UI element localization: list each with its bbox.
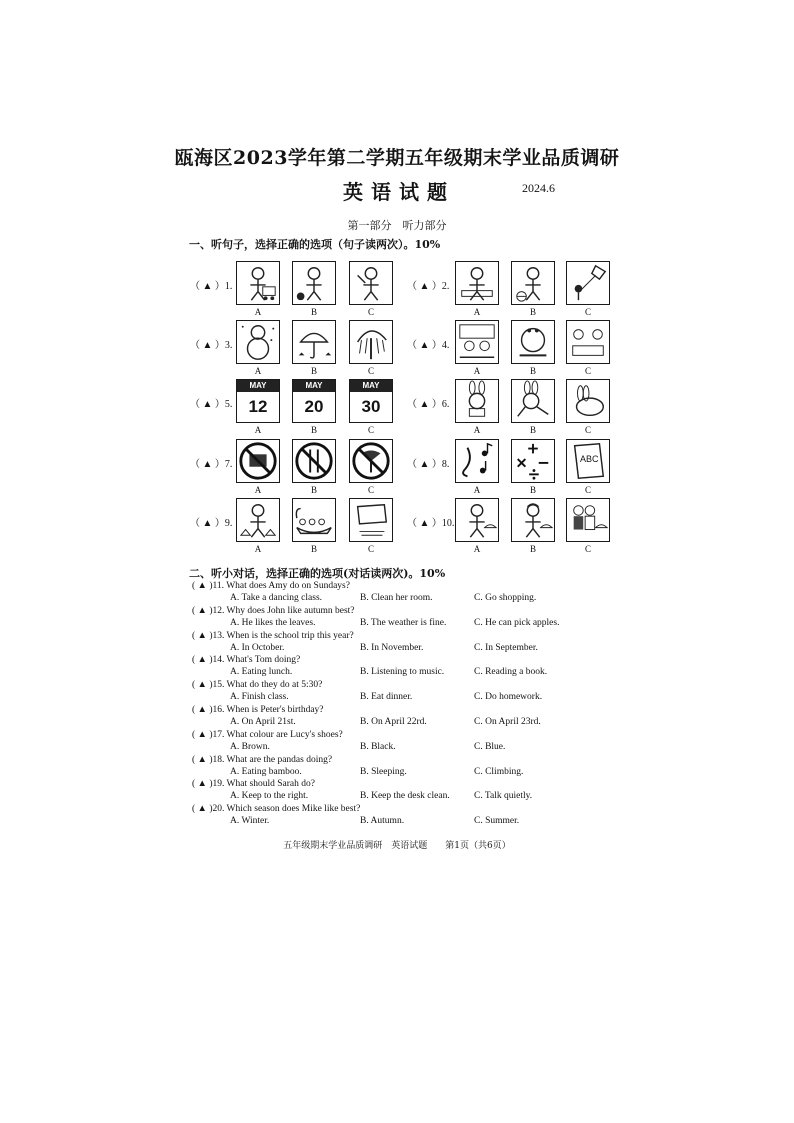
rabbit-running-icon: [512, 380, 554, 422]
q9-option-b-letter: B: [310, 544, 317, 554]
q1-option-c-picture[interactable]: [349, 261, 393, 305]
dialogue-19-option-b[interactable]: B. Keep the desk clean.: [360, 791, 450, 802]
listening-question-5-label: （ ▲ ）5.: [190, 399, 233, 410]
q10-option-b-letter: B: [529, 544, 536, 554]
q3-option-b-picture[interactable]: [292, 320, 336, 364]
q2-option-a-letter: A: [473, 307, 481, 317]
no-drinking-sign-icon: [350, 440, 392, 482]
q4-option-a-letter: A: [473, 366, 481, 376]
q3-option-a-letter: A: [254, 366, 262, 376]
abc-book-icon: [567, 440, 609, 482]
q5-option-a-letter: A: [254, 425, 262, 435]
exam-date: 2024.6: [522, 181, 555, 195]
dialogue-13-option-b[interactable]: B. In November.: [360, 642, 424, 653]
calendar-month: MAY: [237, 380, 279, 392]
q7-option-a-letter: A: [254, 485, 262, 495]
boy-with-cart-icon: [237, 262, 279, 304]
dialogue-16-option-a[interactable]: A. On April 21st.: [230, 717, 296, 727]
dialogue-20-option-a[interactable]: A. Winter.: [230, 816, 270, 827]
dialogue-14-option-c[interactable]: C. Reading a book.: [474, 667, 548, 678]
exam-subtitle: 英语试题: [343, 180, 455, 204]
q10-option-c-letter: C: [584, 544, 591, 554]
q2-option-a-picture[interactable]: [455, 261, 499, 305]
children-playing-icon: [567, 321, 609, 363]
two-children-with-cap-icon: [567, 499, 609, 541]
dialogue-question-20: ( ▲ )20. Which season does Mike like best?: [192, 804, 361, 815]
dialogue-question-18: ( ▲ )18. What are the pandas doing?: [192, 754, 333, 765]
dialogue-12-option-b[interactable]: B. The weather is fine.: [360, 617, 447, 628]
q8-option-c-picture[interactable]: [566, 439, 610, 483]
q1-option-a-letter: A: [254, 307, 262, 317]
q9-option-c-picture[interactable]: [349, 498, 393, 542]
no-eating-sign-icon: [293, 440, 335, 482]
q7-option-c-letter: C: [367, 485, 374, 495]
q4-option-a-picture[interactable]: [455, 320, 499, 364]
q10-option-c-picture[interactable]: [566, 498, 610, 542]
dialogue-11-option-a[interactable]: A. Take a dancing class.: [230, 593, 323, 603]
umbrella-leaves-icon: [293, 321, 335, 363]
calendar-day: 12: [248, 397, 268, 416]
dialogue-question-15: ( ▲ )15. What do they do at 5:30?: [192, 680, 323, 691]
q2-option-b-letter: B: [529, 307, 536, 317]
q2-option-b-picture[interactable]: [511, 261, 555, 305]
listening-question-6-label: （ ▲ ）6.: [407, 399, 450, 410]
q4-option-c-picture[interactable]: [566, 320, 610, 364]
q4-option-b-picture[interactable]: [511, 320, 555, 364]
q3-option-c-letter: C: [367, 366, 374, 376]
calendar-day: 30: [361, 397, 381, 416]
q7-option-c-picture[interactable]: [349, 439, 393, 483]
listening-question-8-label: （ ▲ ）8.: [407, 459, 450, 470]
dialogue-18-option-b[interactable]: B. Sleeping.: [360, 766, 407, 777]
listening-question-7-label: （ ▲ ）7.: [190, 459, 233, 470]
q10-option-b-picture[interactable]: [511, 498, 555, 542]
dialogue-12-option-a[interactable]: A. He likes the leaves.: [230, 617, 316, 628]
q8-option-a-picture[interactable]: [455, 439, 499, 483]
dialogue-14-option-a[interactable]: A. Eating lunch.: [230, 667, 293, 678]
q5-option-c-letter: C: [367, 425, 374, 435]
section2-heading: 二、听小对话，选择正确的选项(对话读两次)。10%: [189, 567, 446, 580]
q6-option-a-picture[interactable]: [455, 379, 499, 423]
listening-question-3-label: （ ▲ ）3.: [190, 340, 233, 351]
boy-flying-kite-icon: [567, 262, 609, 304]
dialogue-question-16: ( ▲ )16. When is Peter's birthday?: [192, 705, 324, 715]
calendar-month: MAY: [350, 380, 392, 392]
dialogue-16-option-b[interactable]: B. On April 22rd.: [360, 717, 427, 727]
q3-option-b-letter: B: [310, 366, 317, 376]
q3-option-c-picture[interactable]: [349, 320, 393, 364]
dialogue-18-option-a[interactable]: A. Eating bamboo.: [230, 766, 302, 777]
listening-question-9-label: （ ▲ ）9.: [190, 518, 233, 529]
dialogue-question-13: ( ▲ )13. When is the school trip this year?: [192, 630, 354, 641]
q8-option-b-letter: B: [529, 485, 536, 495]
q6-option-c-picture[interactable]: [566, 379, 610, 423]
q7-option-b-picture[interactable]: [292, 439, 336, 483]
listening-question-10-label: （ ▲ ）10.: [407, 518, 455, 529]
dialogue-15-option-a[interactable]: A. Finish class.: [230, 692, 289, 703]
q5-option-a-picture[interactable]: [236, 379, 280, 423]
dialogue-question-11: ( ▲ )11. What does Amy do on Sundays?: [192, 581, 350, 591]
q7-option-a-picture[interactable]: [236, 439, 280, 483]
q6-option-c-letter: C: [584, 425, 591, 435]
q5-option-c-picture[interactable]: [349, 379, 393, 423]
section1-heading: 一、听句子，选择正确的选项（句子读两次）。10%: [189, 238, 441, 251]
q10-option-a-picture[interactable]: [455, 498, 499, 542]
q4-option-b-letter: B: [529, 366, 536, 376]
q4-option-c-letter: C: [584, 366, 591, 376]
q6-option-b-picture[interactable]: [511, 379, 555, 423]
dialogue-11-option-b[interactable]: B. Clean her room.: [360, 593, 433, 603]
dialogue-11-option-c[interactable]: C. Go shopping.: [474, 593, 537, 603]
girl-eating-icon: [512, 321, 554, 363]
dialogue-16-option-c[interactable]: C. On April 23rd.: [474, 717, 541, 727]
q9-option-b-picture[interactable]: [292, 498, 336, 542]
book-text: ABC: [580, 454, 599, 464]
q5-option-b-picture[interactable]: [292, 379, 336, 423]
page-footer: 五年级期末学业品质调研 英语试题 第1页（共6页）: [283, 841, 511, 851]
q6-option-a-letter: A: [473, 425, 481, 435]
boy-with-cap-icon: [456, 499, 498, 541]
dialogue-15-option-c[interactable]: C. Do homework.: [474, 692, 543, 703]
q3-option-a-picture[interactable]: [236, 320, 280, 364]
boy-at-desk-icon: [456, 262, 498, 304]
dialogue-19-option-a[interactable]: A. Keep to the right.: [230, 791, 309, 802]
dialogue-20-option-b[interactable]: B. Autumn.: [360, 816, 405, 827]
dialogue-question-14: ( ▲ )14. What's Tom doing?: [192, 655, 301, 666]
music-notes-icon: [456, 440, 498, 482]
q1-option-b-picture[interactable]: [292, 261, 336, 305]
dialogue-14-option-b[interactable]: B. Listening to music.: [360, 667, 445, 678]
dialogue-question-19: ( ▲ )19. What should Sarah do?: [192, 779, 315, 790]
boy-playing-football-icon: [293, 262, 335, 304]
q1-option-c-letter: C: [367, 307, 374, 317]
q8-option-a-letter: A: [473, 485, 481, 495]
q8-option-b-picture[interactable]: [511, 439, 555, 483]
rabbit-sleeping-icon: [567, 380, 609, 422]
dialogue-question-17: ( ▲ )17. What colour are Lucy's shoes?: [192, 729, 343, 740]
festival-sign-icon: [350, 499, 392, 541]
q2-option-c-picture[interactable]: [566, 261, 610, 305]
calendar-icon: [293, 380, 335, 422]
dialogue-17-option-c[interactable]: C. Blue.: [474, 741, 506, 752]
tree-in-wind-icon: [350, 321, 392, 363]
dialogue-17-option-a[interactable]: A. Brown.: [230, 741, 270, 752]
dialogue-13-option-a[interactable]: A. In October.: [230, 642, 285, 653]
listening-question-4-label: （ ▲ ）4.: [407, 340, 450, 351]
rabbit-reading-icon: [456, 380, 498, 422]
person-with-rice-dumplings-icon: [237, 499, 279, 541]
dialogue-18-option-c[interactable]: C. Climbing.: [474, 766, 524, 777]
listening-question-1-label: （ ▲ ）1.: [190, 281, 233, 292]
q9-option-a-picture[interactable]: [236, 498, 280, 542]
q2-option-c-letter: C: [584, 307, 591, 317]
calendar-day: 20: [304, 397, 324, 416]
dialogue-15-option-b[interactable]: B. Eat dinner.: [360, 692, 413, 703]
dragon-boat-icon: [293, 499, 335, 541]
q7-option-b-letter: B: [310, 485, 317, 495]
dialogue-question-12: ( ▲ )12. Why does John like autumn best?: [192, 605, 355, 616]
dialogue-19-option-c[interactable]: C. Talk quietly.: [474, 791, 533, 802]
children-classroom-icon: [456, 321, 498, 363]
q9-option-c-letter: C: [367, 544, 374, 554]
girl-doing-kungfu-icon: [350, 262, 392, 304]
math-symbols-icon: [512, 440, 554, 482]
calendar-month: MAY: [293, 380, 335, 392]
girl-with-ball-icon: [512, 262, 554, 304]
dialogue-12-option-c[interactable]: C. He can pick apples.: [474, 617, 560, 628]
listening-question-2-label: （ ▲ ）2.: [407, 281, 450, 292]
dialogue-13-option-c[interactable]: C. In September.: [474, 642, 538, 653]
exam-title: 瓯海区2023学年第二学期五年级期末学业品质调研: [174, 147, 620, 169]
part-one-heading: 第一部分 听力部分: [347, 219, 447, 232]
q6-option-b-letter: B: [529, 425, 536, 435]
q1-option-b-letter: B: [310, 307, 317, 317]
no-computer-sign-icon: [237, 440, 279, 482]
dialogue-20-option-c[interactable]: C. Summer.: [474, 816, 520, 827]
calendar-icon: [237, 380, 279, 422]
q5-option-b-letter: B: [310, 425, 317, 435]
q10-option-a-letter: A: [473, 544, 481, 554]
calendar-icon: [350, 380, 392, 422]
q9-option-a-letter: A: [254, 544, 262, 554]
dialogue-17-option-b[interactable]: B. Black.: [360, 741, 396, 752]
girl-with-cap-icon: [512, 499, 554, 541]
q1-option-a-picture[interactable]: [236, 261, 280, 305]
q8-option-c-letter: C: [584, 485, 591, 495]
snowman-icon: [237, 321, 279, 363]
